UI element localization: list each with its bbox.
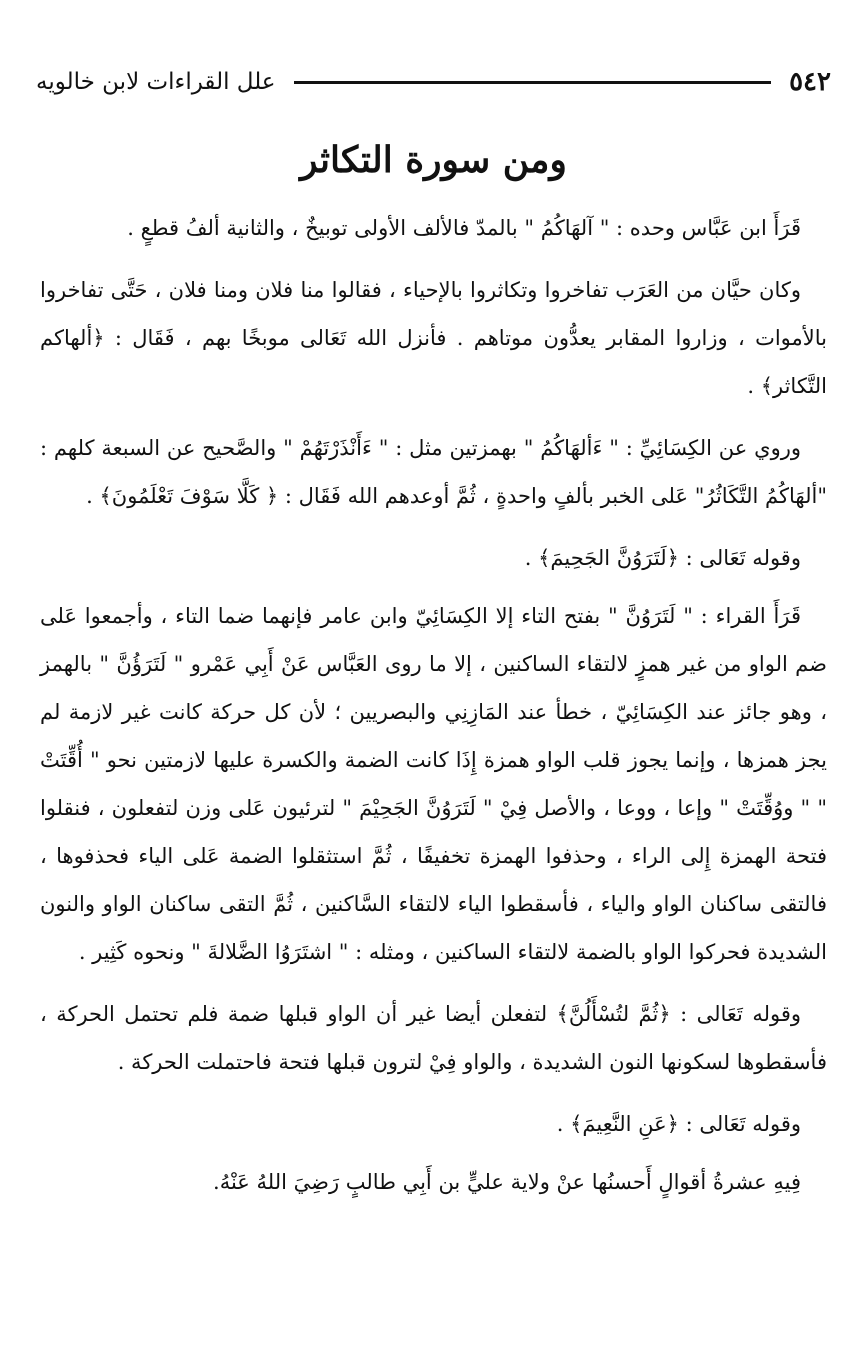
paragraph-verse-jahim: وقوله تَعَالى : ﴿لَتَرَوُنَّ الجَحِيمَ﴾ . <box>524 546 801 570</box>
paragraph-verse-naim: وقوله تَعَالى : ﴿عَنِ النَّعِيمَ﴾ . <box>556 1112 801 1136</box>
running-title: علل القراءات لابن خالويه <box>36 69 276 95</box>
paragraph-verse-tusalunna: وقوله تَعَالى : ﴿ثُمَّ لتُسْأَلُنَّ﴾ لتفعلن أيضا غير أن الواو قبلها ضمة فلم تحتمل الحركة ، فأسقطوها لسكونها النون الشديدة ، والواو فِيْ لترون قبلها فتحة فاحتملت الحركة . <box>40 1002 827 1074</box>
page-header <box>36 62 831 102</box>
header-rule <box>294 81 772 84</box>
page-number: ٥٤٢ <box>789 67 831 97</box>
paragraph-context-of-revelation: وكان حيَّان من العَرَب تفاخروا وتكاثروا بالإحياء ، فقالوا منا فلان ومنا فلان ، حَتَّى تفاخروا بالأموات ، وزاروا المقابر يعدُّون موتاهم . فأنزل الله تَعَالى موبخًا بهم ، فَقَال : ﴿ألهاكم التَّكاثر﴾ . <box>40 278 827 398</box>
paragraph-reading-ibn-abbas: قَرَأَ ابن عَبَّاس وحده : " آلهَاكُمُ " بالمدّ فالألف الأولى توبيخٌ ، والثانية ألفُ قطعٍ . <box>127 216 801 240</box>
paragraph-reading-qurra: قَرَأَ القراء : " لَتَرَوُنَّ " بفتح التاء إلا الكِسَائِيّ وابن عامر فإنهما ضما التاء ، وأجمعوا عَلى ضم الواو من غير همزٍ لالتقاء الساكنين ، إلا ما روى العَبَّاس عَنْ أَبِي عَمْرو " لَتَرَؤُنَّ " بالهمز ، وهو جائز عند الكِسَائِيّ ، خطأ عند المَازِنِي والبصريين ؛ لأن كل حركة كانت غير لازمة لم يجز همزها ، وإنما يجوز قلب الواو همزة إِذَا كانت الضمة والكسرة عليها لازمتين نحو " أُقِّتَتْ " " ووُقِّتَتْ " وإعا ، ووعا ، والأصل فِيْ " لَتَرَوُنَّ الجَحِيْمَ " لترئيون عَلى وزن لتفعلون ، فنقلوا فتحة الهمزة إِلى الراء ، وحذفوا الهمزة تخفيفًا ، ثُمَّ استثقلوا الضمة عَلى الياء فحذفوها ، فالتقى ساكنان الواو والياء ، فأسقطوا الياء لالتقاء السَّاكنين ، ثُمَّ التقى ساكنان الواو والنون الشديدة فحركوا الواو بالضمة لالتقاء الساكنين ، ومثله : " اشتَرَوُا الضَّلالةَ " ونحوه كَثِير . <box>40 604 827 964</box>
paragraph-ten-sayings: فِيهِ عشرةُ أقوالٍ أَحسنُها عنْ ولاية عليٍّ بن أَبِي طالبٍ رَضِيَ اللهُ عَنْهُ. <box>213 1170 801 1194</box>
body-text <box>40 204 827 1220</box>
paragraph-reading-kisai: وروي عن الكِسَائِيِّ : " ءَألهَاكُمُ " بهمزتين مثل : " ءَأَنْذَرْتَهُمْ " والصَّحيح عن السبعة كلهم : "ألهَاكُمُ التَّكَاثُرُ" عَلى الخبر بألفٍ واحدةٍ ، ثُمَّ أوعدهم الله فَقَال : ﴿ كَلَّا سَوْفَ تَعْلَمُونَ﴾ . <box>40 436 827 508</box>
surah-title: ومن سورة التكاثر <box>300 139 567 181</box>
